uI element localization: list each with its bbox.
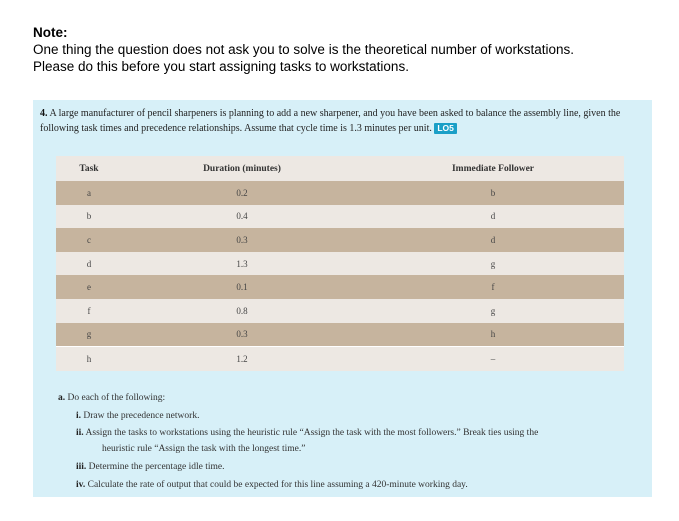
- part-ii: [58, 425, 643, 457]
- table-row: [56, 347, 624, 371]
- table-header-row: [56, 156, 624, 181]
- part-iv-label: iv.: [76, 480, 86, 490]
- cell-duration: 0.8: [122, 299, 362, 323]
- cell-follower: b: [362, 181, 624, 205]
- cell-duration: 0.3: [122, 323, 362, 347]
- table-row: [56, 299, 624, 323]
- cell-duration: 0.4: [122, 205, 362, 229]
- learning-objective-badge: LO5: [434, 123, 457, 134]
- part-ii-text-2: heuristic rule “Assign the task with the longest time.”: [102, 444, 306, 454]
- part-iv: [58, 476, 643, 494]
- part-iii-label: iii.: [76, 462, 87, 472]
- cell-duration: 1.2: [122, 347, 362, 371]
- part-iii: [58, 458, 643, 476]
- table-row: [56, 205, 624, 229]
- cell-task: b: [56, 205, 122, 229]
- question-text: [40, 106, 645, 136]
- question-number: 4.: [40, 108, 48, 119]
- cell-follower: h: [362, 323, 624, 347]
- cell-task: e: [56, 275, 122, 299]
- cell-follower: f: [362, 275, 624, 299]
- note-title: Note:: [33, 25, 68, 40]
- part-i-label: i.: [76, 411, 82, 421]
- header-duration: Duration (minutes): [122, 156, 362, 181]
- table-row: [56, 252, 624, 276]
- table-row: [56, 228, 624, 252]
- part-i: [58, 407, 643, 425]
- cell-task: h: [56, 347, 122, 371]
- part-iv-text: Calculate the rate of output that could be expected for this line assuming a 420-minute working day.: [87, 480, 468, 490]
- task-table: [56, 156, 624, 371]
- part-a-text: Do each of the following:: [67, 393, 166, 403]
- header-task: Task: [56, 156, 122, 181]
- note-line-1: One thing the question does not ask you to solve is the theoretical number of workstations.: [33, 42, 575, 57]
- table-row: [56, 323, 624, 347]
- cell-duration: 1.3: [122, 252, 362, 276]
- cell-task: c: [56, 228, 122, 252]
- table-row: [56, 181, 624, 205]
- cell-task: d: [56, 252, 122, 276]
- part-ii-label: ii.: [76, 428, 84, 438]
- part-a-label: a.: [58, 393, 66, 403]
- part-a: [58, 389, 643, 407]
- part-i-text: Draw the precedence network.: [83, 411, 200, 421]
- cell-follower: –: [362, 347, 624, 371]
- cell-duration: 0.1: [122, 275, 362, 299]
- part-iii-text: Determine the percentage idle time.: [88, 462, 225, 472]
- cell-duration: 0.3: [122, 228, 362, 252]
- cell-follower: d: [362, 205, 624, 229]
- note-block: [33, 24, 673, 75]
- note-line-2: Please do this before you start assigning tasks to workstations.: [33, 59, 409, 74]
- part-ii-text-1: Assign the tasks to workstations using the heuristic rule “Assign the task with the most followers.” Break ties using the: [85, 428, 539, 438]
- cell-duration: 0.2: [122, 181, 362, 205]
- question-parts: [58, 389, 643, 494]
- cell-follower: d: [362, 228, 624, 252]
- cell-task: a: [56, 181, 122, 205]
- cell-follower: g: [362, 299, 624, 323]
- question-panel: [33, 100, 652, 497]
- cell-task: f: [56, 299, 122, 323]
- cell-follower: g: [362, 252, 624, 276]
- header-follower: Immediate Follower: [362, 156, 624, 181]
- question-body: A large manufacturer of pencil sharpeners is planning to add a new sharpener, and you have been asked to balance the assembly line, given the following task times and precedence relationships. Assume that cycle time is 1.3 minutes per unit.: [40, 108, 621, 134]
- table-row: [56, 275, 624, 299]
- cell-task: g: [56, 323, 122, 347]
